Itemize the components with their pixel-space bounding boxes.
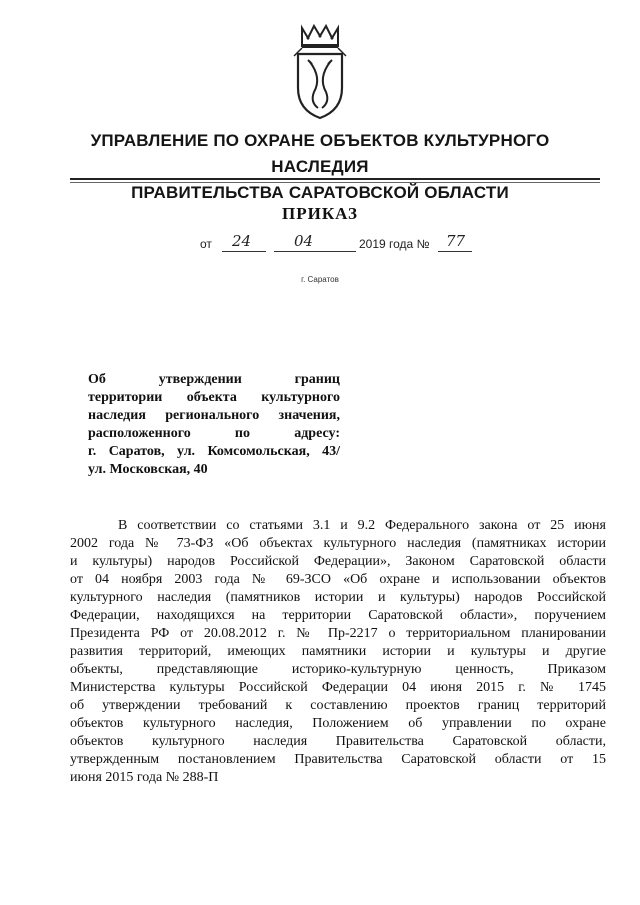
document-type: ПРИКАЗ: [282, 204, 358, 223]
body-line: В соответствии со статьями 3.1 и 9.2 Федерального закона от 25 июня: [118, 518, 606, 533]
date-year: 2019 года №: [359, 237, 430, 251]
body-line: от 04 ноября 2003 года № 69-ЗСО «Об охране и использовании объектов: [70, 572, 606, 587]
body-line: культурного наследия (памятников истории и культуры) народов Российской: [70, 590, 606, 605]
city: г. Саратов: [301, 275, 339, 284]
header-rule: [70, 178, 600, 180]
body-line: объектов культурного наследия Правительства Саратовской области,: [70, 734, 606, 749]
body-line: 2002 года № 73-ФЗ «Об объектах культурного наследия (памятниках истории: [70, 536, 606, 551]
saratov-coat-of-arms-icon: [288, 22, 352, 122]
body-paragraph: [70, 517, 606, 787]
date-day: 24: [232, 232, 252, 250]
body-line: развития территорий, имеющих памятники истории и культуры и другие: [70, 644, 606, 659]
subject-line: территории объекта культурного: [88, 390, 340, 405]
body-line: объектов культурного наследия, Положением об управлении по охране: [70, 716, 606, 731]
document-number: 77: [446, 232, 466, 250]
org-line-1: УПРАВЛЕНИЕ ПО ОХРАНЕ ОБЪЕКТОВ КУЛЬТУРНОГО НАСЛЕДИЯ: [90, 131, 550, 176]
organization-name: [40, 128, 600, 206]
date-number-line: [200, 234, 500, 254]
body-line: Федерации, находящихся на территории Саратовской области», поручением: [70, 608, 606, 623]
org-line-2: ПРАВИТЕЛЬСТВА САРАТОВСКОЙ ОБЛАСТИ: [131, 183, 509, 202]
header-rule-thin: [70, 182, 600, 183]
body-line: и культуры) народов Российской Федерации», Законом Саратовской области: [70, 554, 606, 569]
subject-line: г. Саратов, ул. Комсомольская, 43/: [88, 444, 340, 459]
body-line: объекты, представляющие историко-культурную ценность, Приказом: [70, 662, 606, 677]
body-line: утвержденным постановлением Правительства Саратовской области от 15: [70, 752, 606, 767]
body-line: июня 2015 года № 288-П: [70, 770, 219, 785]
body-line: об утверждении требований к составлению проектов границ территорий: [70, 698, 606, 713]
subject-line: расположенного по адресу:: [88, 426, 340, 441]
date-month: 04: [294, 232, 314, 250]
body-line: Министерства культуры Российской Федерации 04 июня 2015 г. № 1745: [70, 680, 606, 695]
date-prefix: от: [200, 237, 212, 251]
body-line: Президента РФ от 20.08.2012 г. № Пр-2217 о территориальном планировании: [70, 626, 606, 641]
document-subject: [88, 371, 340, 479]
subject-line: ул. Московская, 40: [88, 462, 208, 477]
subject-line: наследия регионального значения,: [88, 408, 340, 423]
subject-line: Об утверждении границ: [88, 372, 340, 387]
